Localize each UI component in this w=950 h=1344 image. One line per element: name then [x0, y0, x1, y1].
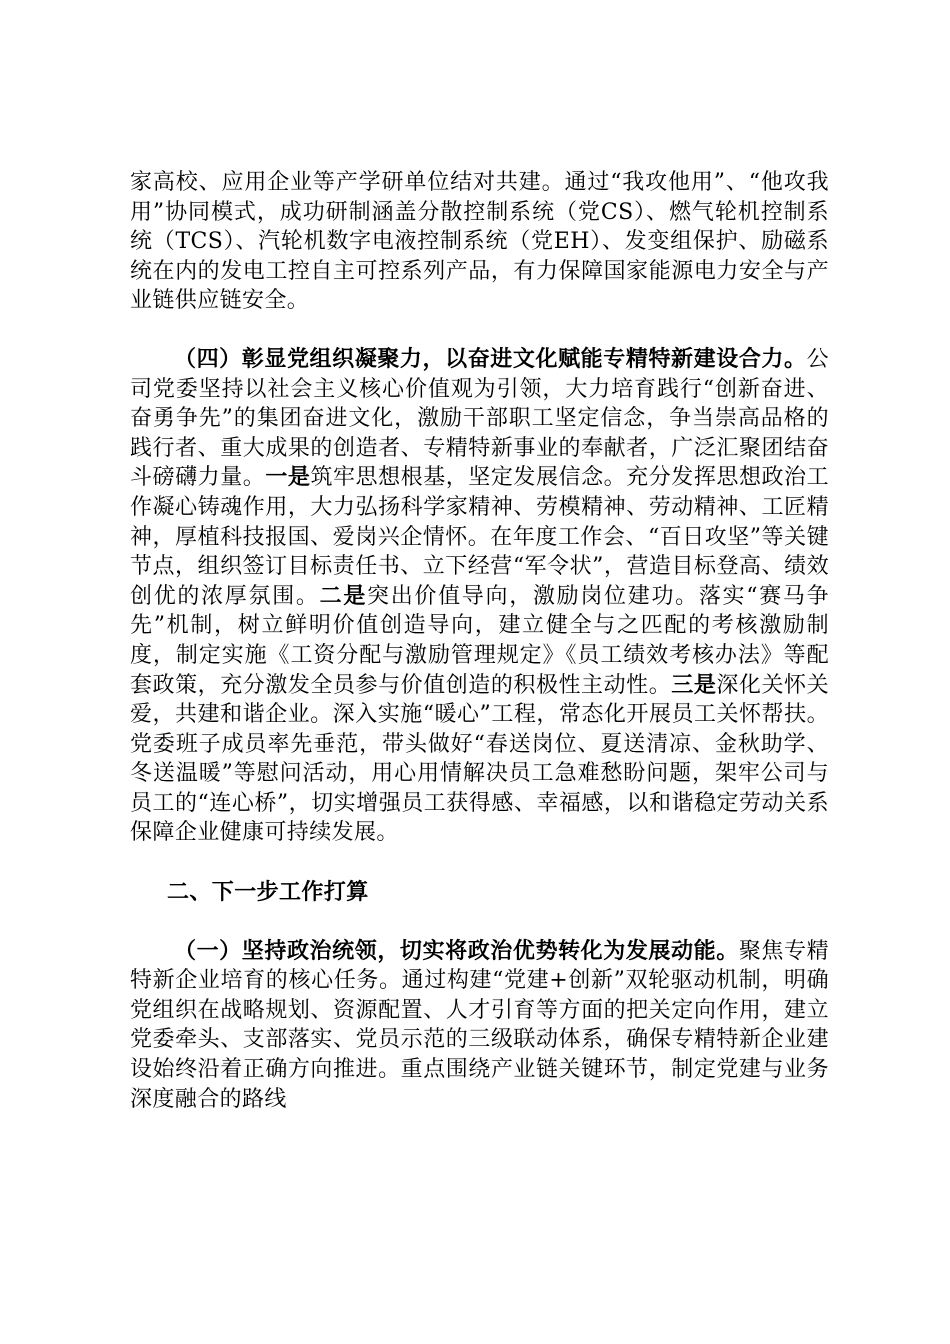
paragraph-culture-point-1: 筑牢思想根基，坚定发展信念。充分发挥思想政治工作凝心铸魂作用，大力弘扬科学家精神、劳模精神、劳动精神、工匠精神，厚植科技报国、爱岗兴企情怀。在年度工作会、“百日攻坚”等关键节点，组织签订目标责任书、立下经营“军令状”，营造目标登高、绩效创优的浓厚氛围。	[130, 465, 829, 609]
paragraph-culture-point-2: 突出价值导向，激励岗位建功。落实“赛马争先”机制，树立鲜明价值创造导向，建立健全与之匹配的考核激励制度，制定实施《工资分配与激励管理规定》《员工绩效考核办法》等配套政策，充分激发全员参与价值创造的积极性主动性。	[130, 583, 830, 698]
keyword-third: 三是	[671, 672, 717, 698]
paragraph-culture-intro: 公司党委坚持以社会主义核心价值观为引领，大力培育践行“创新奋进、奋勇争先”的集团奋进文化，激励干部职工坚定信念，争当崇高品格的践行者、重大成果的创造者、专精特新事业的奉献者，广泛汇聚团结奋斗磅礴力量。	[130, 346, 829, 491]
paragraph-culture	[130, 345, 829, 848]
paragraph-culture-point-3: 深化关怀关爱，共建和谐企业。深入实施“暖心”工程，常态化开展员工关怀帮扶。党委班子成员率先垂范，带头做好“春送岗位、夏送清凉、金秋助学、冬送温暖”等慰问活动，用心用情解决员工急难愁盼问题，架牢公司与员工的“连心桥”，切实增强员工获得感、幸福感，以和谐稳定劳动关系保障企业健康可持续发展。	[130, 672, 829, 846]
keyword-second: 二是	[319, 583, 368, 609]
paragraph-cooperation: 家高校、应用企业等产学研单位结对共建。通过“我攻他用”、“他攻我用”协同模式，成功研制涵盖分散控制系统（党CS）、燃气轮机控制系统（TCS）、汽轮机数字电液控制系统（党EH）、发变组保护、励磁系统在内的发电工控自主可控系列产品，有力保障国家能源电力安全与产业链供应链安全。	[130, 170, 829, 314]
paragraph-political-leadership	[130, 937, 829, 1115]
paragraph-political-leadership-title: （一）坚持政治统领，切实将政治优势转化为发展动能。	[174, 938, 739, 964]
document-page	[130, 168, 829, 1114]
keyword-first: 一是	[265, 465, 311, 491]
paragraph-culture-title: （四）彰显党组织凝聚力，以奋进文化赋能专精特新建设合力。	[174, 346, 807, 372]
section-heading-next-steps: 二、下一步工作打算	[167, 880, 369, 906]
paragraph-political-leadership-text: 聚焦专精特新企业培育的核心任务。通过构建“党建+创新”双轮驱动机制，明确党组织在战略规划、资源配置、人才引育等方面的把关定向作用，建立党委牵头、支部落实、党员示范的三级联动体系，确保专精特新企业建设始终沿着正确方向推进。重点围绕产业链关键环节，制定党建与业务深度融合的路线	[130, 938, 829, 1112]
